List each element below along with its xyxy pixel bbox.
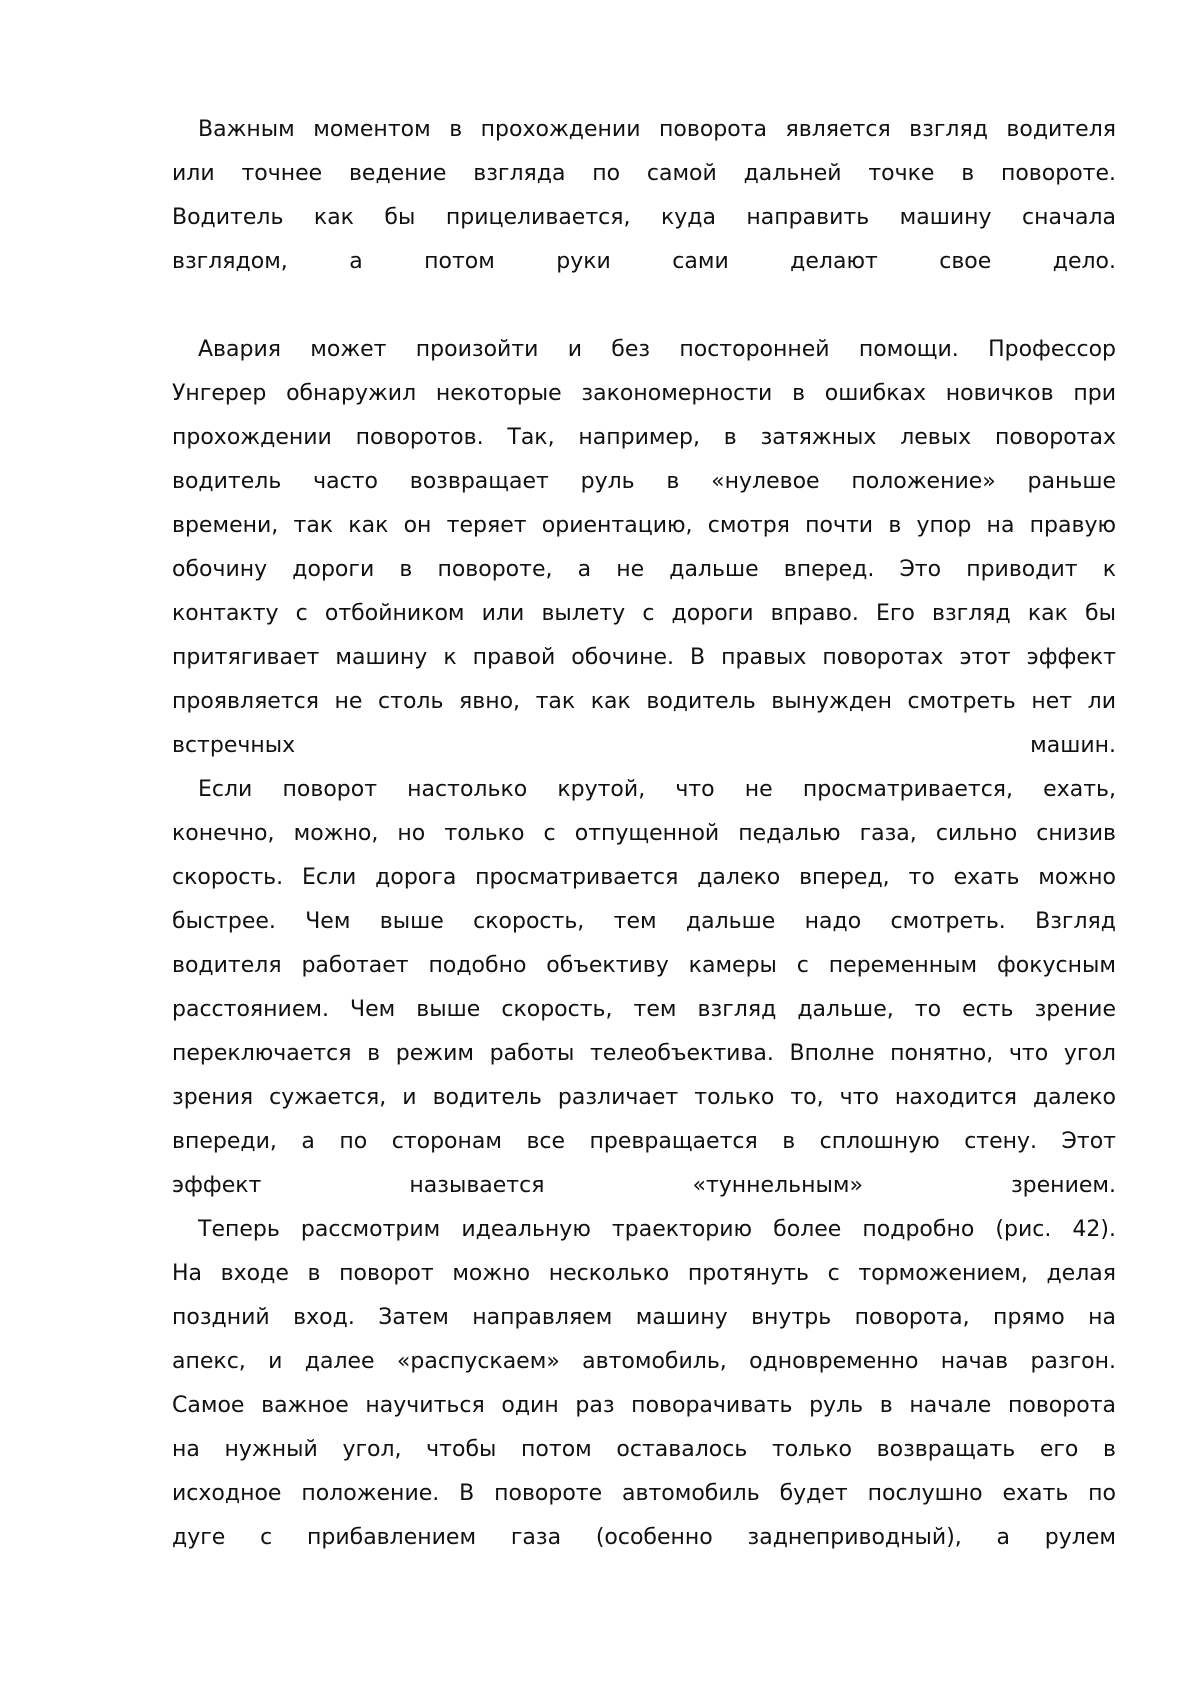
body-text xyxy=(172,108,1116,1560)
text-line: поздний вход. Затем направляем машину внутрь поворота, прямо на xyxy=(172,1305,1116,1330)
paragraph-2 xyxy=(172,328,1116,768)
text-line: конечно, можно, но только с отпущенной педалью газа, сильно снизив xyxy=(172,821,1116,846)
text-line: Теперь рассмотрим идеальную траекторию более подробно (рис. 42). xyxy=(198,1217,1116,1242)
paragraph-3 xyxy=(172,768,1116,1208)
text-line: Если поворот настолько крутой, что не просматривается, ехать, xyxy=(198,777,1116,802)
text-line: водитель часто возвращает руль в «нулевое положение» раньше xyxy=(172,469,1116,494)
text-line: Водитель как бы прицеливается, куда направить машину сначала xyxy=(172,205,1116,230)
text-line: или точнее ведение взгляда по самой дальней точке в повороте. xyxy=(172,161,1116,186)
text-line: дуге с прибавлением газа (особенно заднеприводный), а рулем xyxy=(172,1525,1116,1550)
text-line: взглядом, а потом руки сами делают свое дело. xyxy=(172,249,1116,274)
text-line: обочину дороги в повороте, а не дальше вперед. Это приводит к xyxy=(172,557,1116,582)
text-line: Унгерер обнаружил некоторые закономерности в ошибках новичков при xyxy=(172,381,1116,406)
text-line: встречных машин. xyxy=(172,733,1116,758)
text-line: расстоянием. Чем выше скорость, тем взгляд дальше, то есть зрение xyxy=(172,997,1116,1022)
text-line: времени, так как он теряет ориентацию, смотря почти в упор на правую xyxy=(172,513,1116,538)
text-line: контакту с отбойником или вылету с дороги вправо. Его взгляд как бы xyxy=(172,601,1116,626)
text-line: скорость. Если дорога просматривается далеко вперед, то ехать можно xyxy=(172,865,1116,890)
text-line: Авария может произойти и без посторонней помощи. Профессор xyxy=(198,337,1116,362)
text-line: водителя работает подобно объективу камеры с переменным фокусным xyxy=(172,953,1116,978)
text-line: на нужный угол, чтобы потом оставалось только возвращать его в xyxy=(172,1437,1116,1462)
text-line: зрения сужается, и водитель различает только то, что находится далеко xyxy=(172,1085,1116,1110)
text-line: впереди, а по сторонам все превращается в сплошную стену. Этот xyxy=(172,1129,1116,1154)
text-line: прохождении поворотов. Так, например, в затяжных левых поворотах xyxy=(172,425,1116,450)
text-line: апекс, и далее «распускаем» автомобиль, одновременно начав разгон. xyxy=(172,1349,1116,1374)
text-line: быстрее. Чем выше скорость, тем дальше надо смотреть. Взгляд xyxy=(172,909,1116,934)
text-line: притягивает машину к правой обочине. В правых поворотах этот эффект xyxy=(172,645,1116,670)
paragraph-spacer xyxy=(172,284,1116,328)
text-line: Важным моментом в прохождении поворота является взгляд водителя xyxy=(198,117,1116,142)
text-line: Самое важное научиться один раз поворачивать руль в начале поворота xyxy=(172,1393,1116,1418)
text-line: проявляется не столь явно, так как водитель вынужден смотреть нет ли xyxy=(172,689,1116,714)
text-line: На входе в поворот можно несколько протянуть с торможением, делая xyxy=(172,1261,1116,1286)
text-line: переключается в режим работы телеобъектива. Вполне понятно, что угол xyxy=(172,1041,1116,1066)
text-line: эффект называется «туннельным» зрением. xyxy=(172,1173,1116,1198)
text-line: исходное положение. В повороте автомобиль будет послушно ехать по xyxy=(172,1481,1116,1506)
paragraph-1 xyxy=(172,108,1116,284)
paragraph-4 xyxy=(172,1208,1116,1560)
